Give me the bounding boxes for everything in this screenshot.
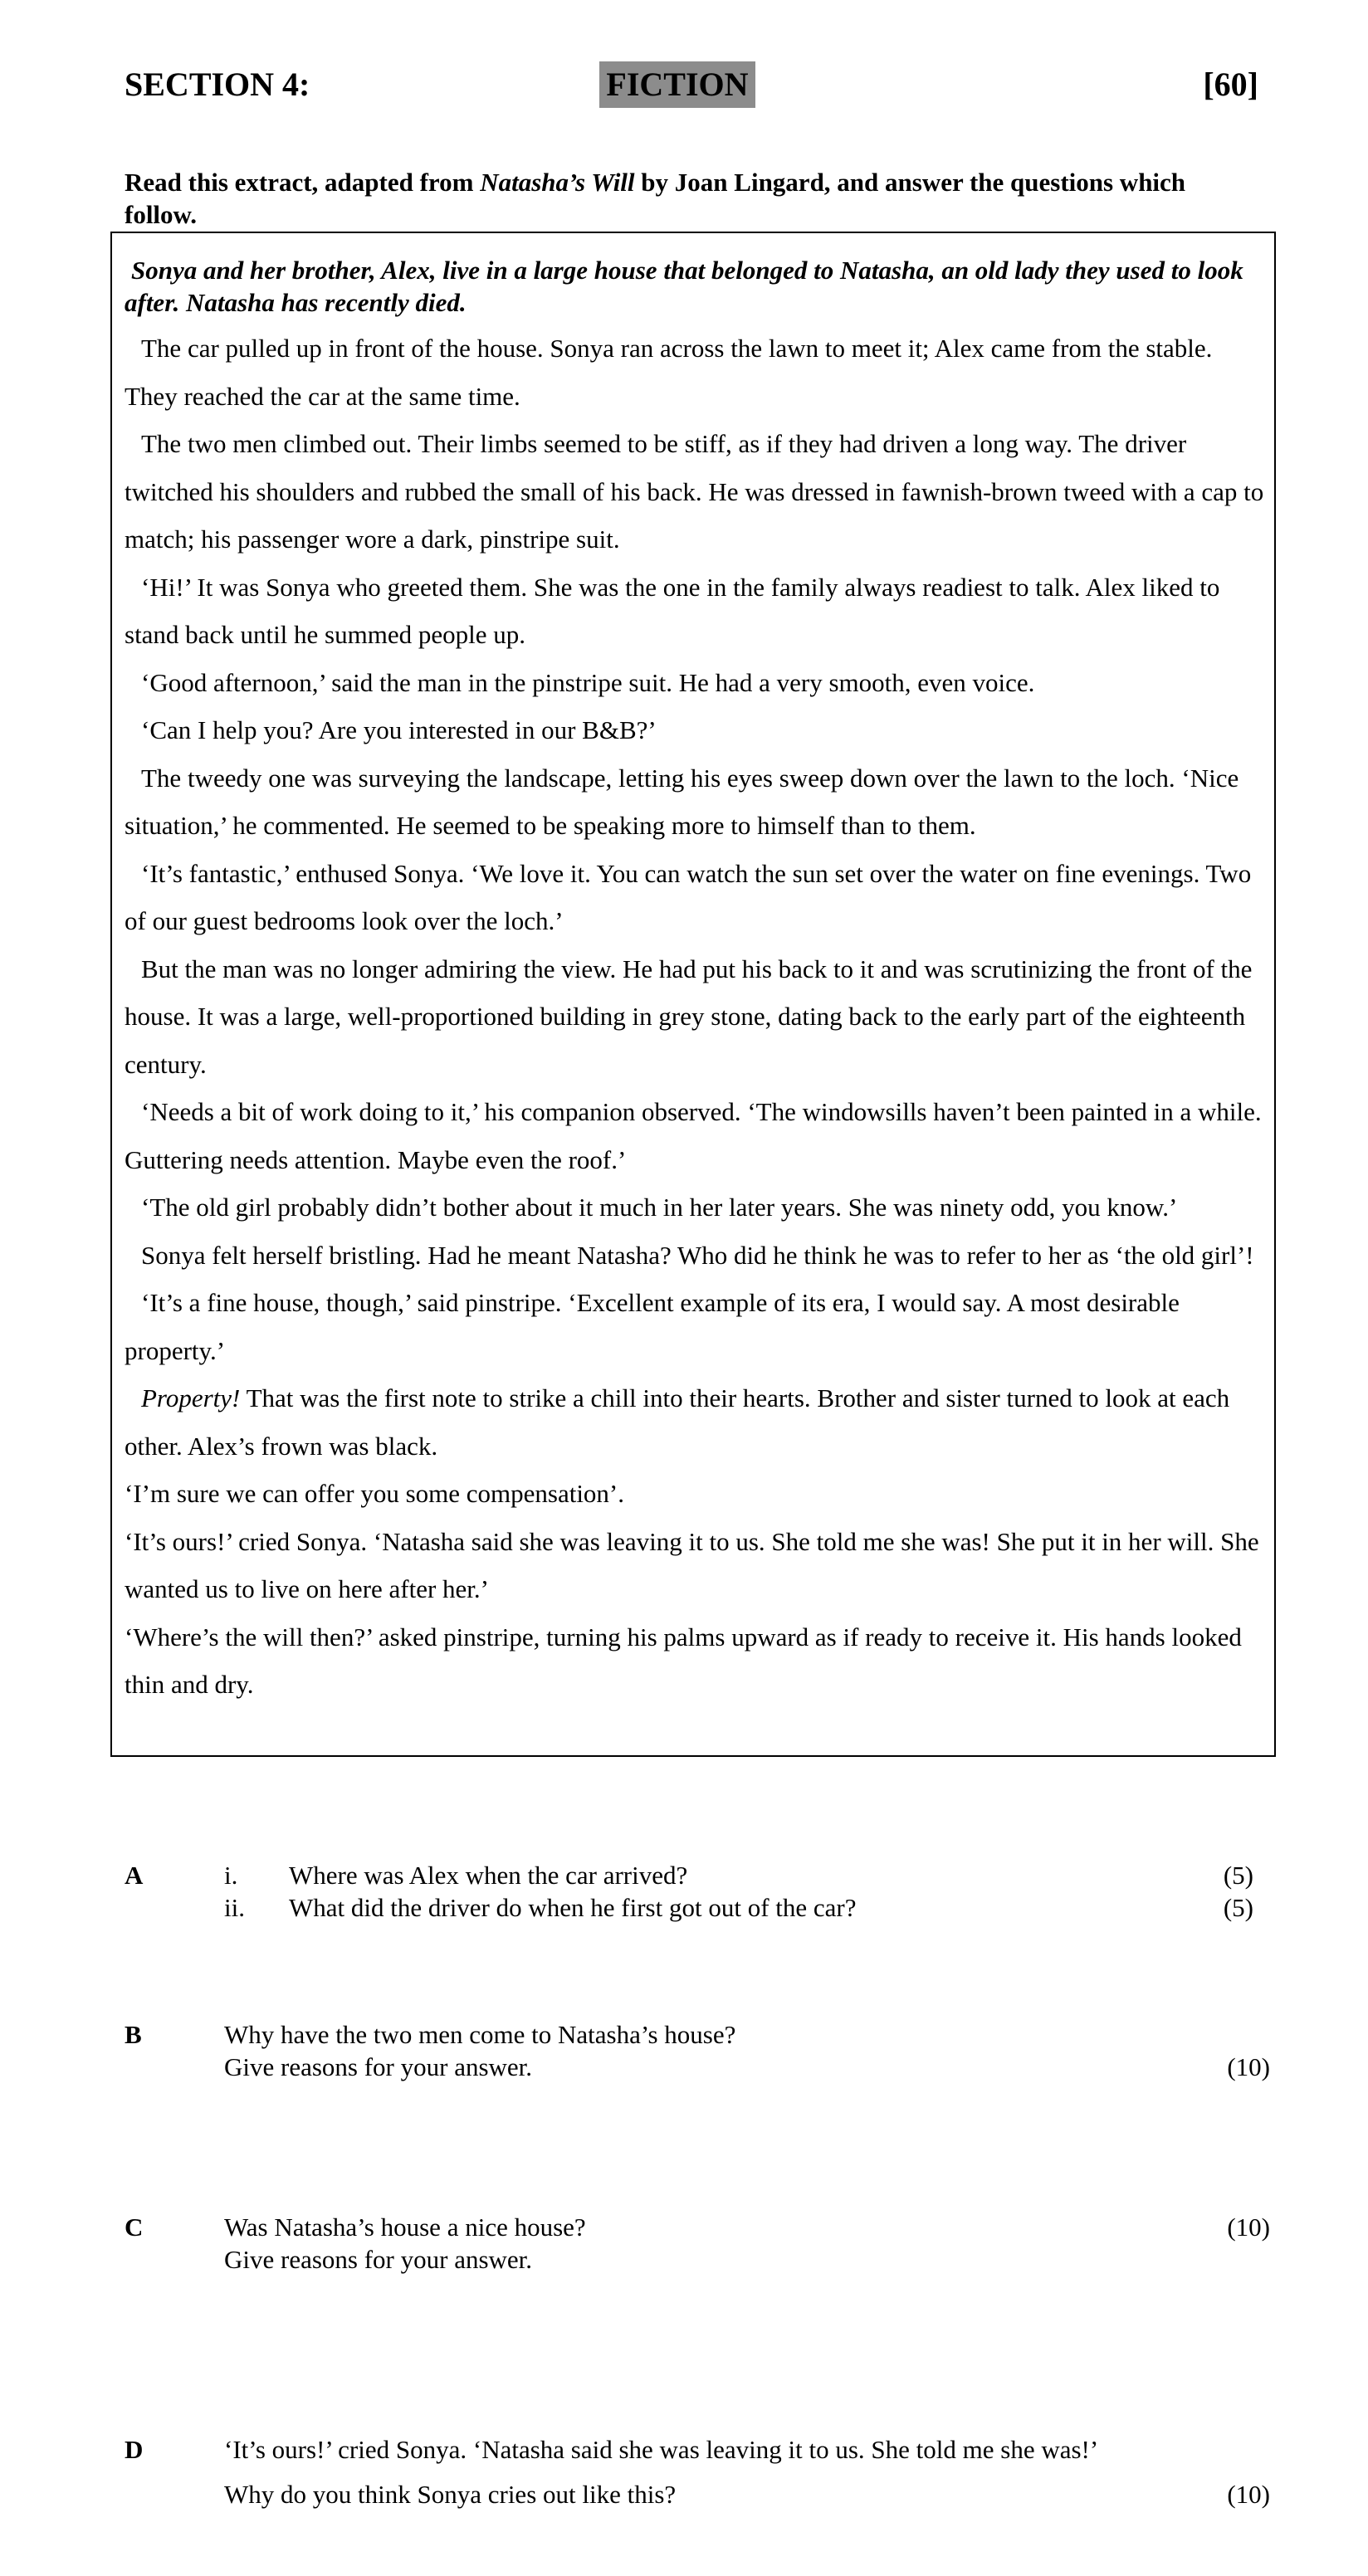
question-a-label: A [125, 1861, 144, 1890]
passage-paragraph: ‘Hi!’ It was Sonya who greeted them. She was the one in the family always readiest to talk. Alex liked to stand back until he summed people up. [125, 572, 1220, 649]
question-a-ii-marks: (5) [1223, 1893, 1253, 1922]
passage-paragraph: ‘Where’s the will then?’ asked pinstripe, turning his palms upward as if ready to receive it. His hands looked thin and dry. [125, 1622, 1242, 1699]
question-c-marks: (10) [1227, 2213, 1270, 2242]
passage-paragraph-property: Property! That was the first note to strike a chill into their hearts. Brother and sister turned to look at each other. Alex’s frown was black. [125, 1383, 1230, 1461]
question-a-ii-text: What did the driver do when he first got out of the car? [289, 1893, 857, 1922]
question-d-quote: ‘It’s ours!’ cried Sonya. ‘Natasha said she was leaving it to us. She told me she was!’ [224, 2435, 1099, 2464]
section-total-marks: [60] [1203, 66, 1258, 103]
passage-paragraph: ‘Good afternoon,’ said the man in the pinstripe suit. He had a very smooth, even voice. [141, 667, 1035, 697]
passage-paragraph: ‘It’s fantastic,’ enthused Sonya. ‘We love it. You can watch the sun set over the water on fine evenings. Two of our guest bedrooms look over the loch.’ [125, 858, 1252, 935]
question-b-text: Why have the two men come to Natasha’s house? [224, 2020, 736, 2049]
extract-intro: Sonya and her brother, Alex, live in a large house that belonged to Natasha, an old lady they used to look after. Natasha has recently died. [125, 256, 1243, 317]
instruction [125, 166, 1253, 231]
question-a-i-number: i. [224, 1861, 238, 1890]
question-b-subtext: Give reasons for your answer. [224, 2052, 533, 2081]
passage-paragraph: The tweedy one was surveying the landscape, letting his eyes sweep down over the lawn to the loch. ‘Nice situation,’ he commented. He seemed to be speaking more to himself than to them. [125, 763, 1239, 840]
question-d-label: D [125, 2435, 144, 2464]
passage-paragraph: But the man was no longer admiring the view. He had put his back to it and was scrutinizing the front of the house. It was a large, well-proportioned building in grey stone, dating back to the early part of the eighteenth century. [125, 954, 1253, 1079]
passage-paragraph: Sonya felt herself bristling. Had he meant Natasha? Who did he think he was to refer to her as ‘the old girl’! [141, 1240, 1254, 1270]
passage-paragraph: ‘Needs a bit of work doing to it,’ his companion observed. ‘The windowsills haven’t been painted in a while. Guttering needs attention. Maybe even the roof.’ [125, 1097, 1262, 1174]
question-c-subtext: Give reasons for your answer. [224, 2245, 533, 2274]
passage-paragraph: The two men climbed out. Their limbs seemed to be stiff, as if they had driven a long way. The driver twitched his shoulders and rubbed the small of his back. He was dressed in fawnish-brown tweed with a cap to match; his passenger wore a dark, pinstripe suit. [125, 429, 1264, 554]
question-a-i-text: Where was Alex when the car arrived? [289, 1861, 688, 1890]
question-c-label: C [125, 2213, 144, 2242]
section-title-highlighted: FICTION [599, 61, 755, 108]
section-heading: SECTION 4: [125, 66, 310, 103]
question-b-marks: (10) [1227, 2052, 1270, 2081]
question-b-label: B [125, 2020, 142, 2049]
book-title: Natasha’s Will [480, 168, 635, 197]
instruction-before: Read this extract, adapted from [125, 168, 481, 197]
passage-paragraph: ‘I’m sure we can offer you some compensation’. [125, 1479, 625, 1508]
question-a-i-marks: (5) [1223, 1861, 1253, 1890]
instruction-after: by Joan Lingard, and answer the questions which follow. [125, 168, 1186, 229]
question-d-marks: (10) [1227, 2480, 1270, 2509]
extract-passage [125, 324, 1270, 1709]
passage-paragraph: ‘The old girl probably didn’t bother about it much in her later years. She was ninety odd, you know.’ [141, 1193, 1178, 1222]
question-a-ii-number: ii. [224, 1893, 245, 1922]
passage-paragraph: The car pulled up in front of the house. Sonya ran across the lawn to meet it; Alex came from the stable. They reached the car at the same time. [125, 334, 1213, 411]
property-emphasis: Property! [141, 1383, 241, 1412]
passage-paragraph: ‘Can I help you? Are you interested in our B&B?’ [141, 715, 657, 744]
passage-paragraph: ‘It’s a fine house, though,’ said pinstripe. ‘Excellent example of its era, I would say. A most desirable property.’ [125, 1288, 1180, 1365]
question-c-text: Was Natasha’s house a nice house? [224, 2213, 586, 2242]
question-d-text: Why do you think Sonya cries out like this? [224, 2480, 677, 2509]
passage-paragraph: ‘It’s ours!’ cried Sonya. ‘Natasha said she was leaving it to us. She told me she was! She put it in her will. She wanted us to live on here after her.’ [125, 1526, 1259, 1603]
